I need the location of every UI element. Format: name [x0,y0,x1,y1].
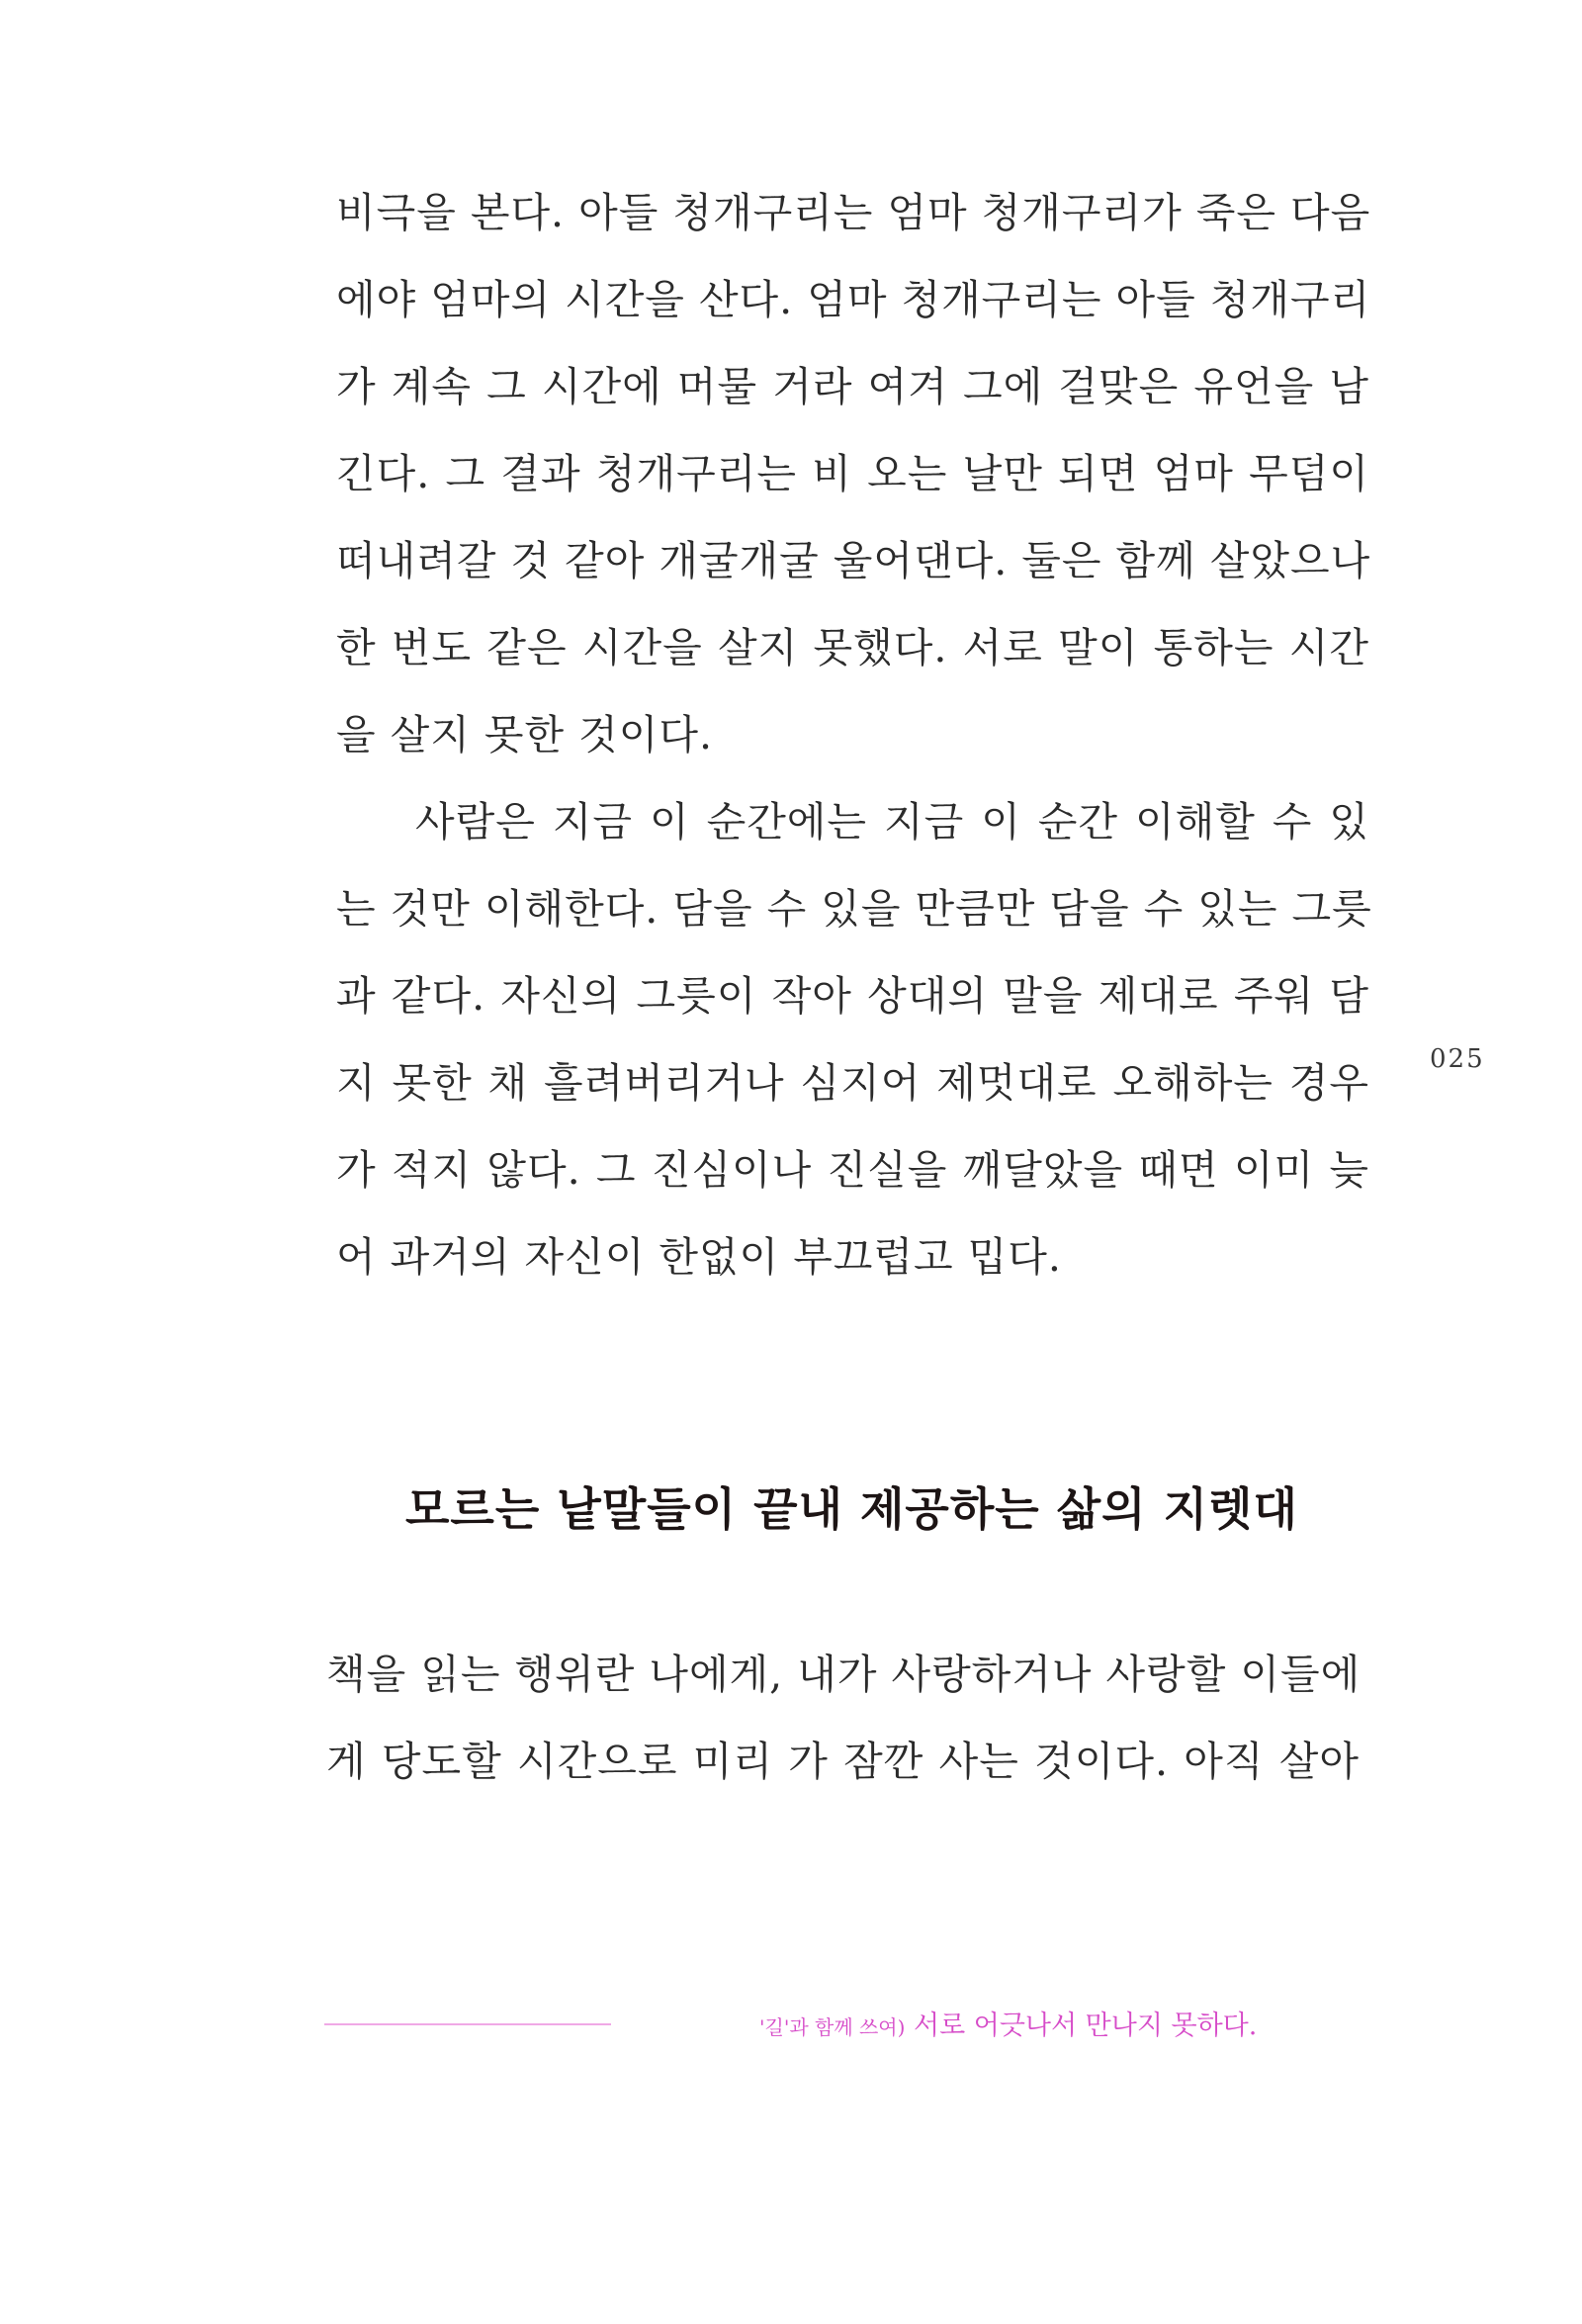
body-line: 지 못한 채 흘려버리거나 심지어 제멋대로 오해하는 경우 [336,1059,1369,1107]
body-line: 책을 읽는 행위란 나에게, 내가 사랑하거나 사랑할 이들에 [326,1651,1362,1698]
body-line: 긴다. 그 결과 청개구리는 비 오는 날만 되면 엄마 무덤이 [336,450,1369,497]
body-line: 과 같다. 자신의 그릇이 작아 상대의 말을 제대로 주워 담 [336,972,1369,1020]
body-line: 에야 엄마의 시간을 산다. 엄마 청개구리는 아들 청개구리 [336,276,1371,323]
page-number: 025 [1430,1044,1485,1074]
footnote-text: 서로 어긋나서 만나지 못하다. [905,2011,1258,2041]
body-line: 가 계속 그 시간에 머물 거라 여겨 그에 걸맞은 유언을 남 [336,363,1369,410]
body-line: 어 과거의 자신이 한없이 부끄럽고 밉다. [336,1233,1062,1281]
footnote-rule [324,2023,611,2025]
body-line: 사람은 지금 이 순간에는 지금 이 순간 이해할 수 있 [415,798,1369,846]
body-line: 게 당도할 시간으로 미리 가 잠깐 사는 것이다. 아직 살아 [326,1738,1360,1785]
body-line: 가 적지 않다. 그 진심이나 진실을 깨달았을 때면 이미 늦 [336,1146,1369,1194]
footnote-lead: '길'과 함께 쓰여) [759,2015,906,2039]
body-line: 는 것만 이해한다. 담을 수 있을 만큼만 담을 수 있는 그릇 [336,885,1372,933]
body-line: 비극을 본다. 아들 청개구리는 엄마 청개구리가 죽은 다음 [336,189,1371,236]
section-heading: 모르는 낱말들이 끝내 제공하는 삶의 지렛대 [405,1482,1298,1536]
body-line: 을 살지 못한 것이다. [336,711,713,759]
body-line: 떠내려갈 것 같아 개굴개굴 울어댄다. 둘은 함께 살았으나 [336,537,1371,584]
body-line: 한 번도 같은 시간을 살지 못했다. 서로 말이 통하는 시간 [336,624,1369,671]
footnote [759,2004,1257,2042]
